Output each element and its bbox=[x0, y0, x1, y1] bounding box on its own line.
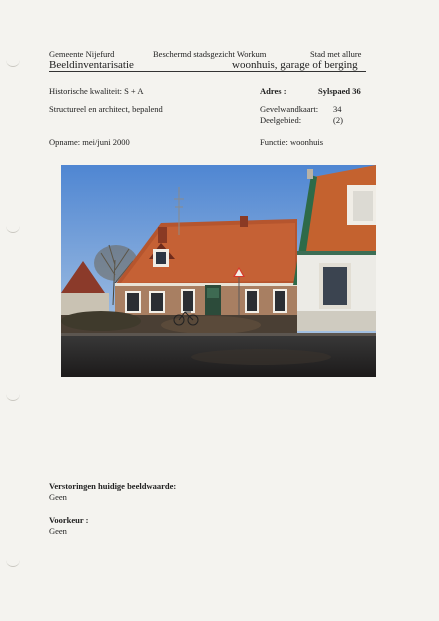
inventory-title: Beeldinventarisatie bbox=[49, 59, 134, 71]
punch-hole-mark bbox=[6, 58, 20, 67]
disturbances-value: Geen bbox=[49, 492, 67, 502]
punch-hole-mark bbox=[6, 224, 20, 233]
subarea-value: (2) bbox=[333, 115, 343, 125]
preference-label: Voorkeur : bbox=[49, 515, 89, 525]
structural-note: Structureel en architect, bepalend bbox=[49, 104, 163, 114]
punch-hole-mark bbox=[6, 558, 20, 567]
disturbances-label: Verstoringen huidige beeldwaarde: bbox=[49, 481, 177, 491]
punch-hole-mark bbox=[6, 392, 20, 401]
header-rule bbox=[49, 71, 366, 72]
facade-map-label: Gevelwandkaart: bbox=[260, 104, 319, 114]
historic-quality: Historische kwaliteit: S + A bbox=[49, 86, 144, 96]
facade-map-value: 34 bbox=[333, 104, 342, 114]
survey-date: Opname: mei/juni 2000 bbox=[49, 137, 130, 147]
building-type: woonhuis, garage of berging bbox=[232, 59, 358, 71]
function: Functie: woonhuis bbox=[260, 137, 324, 147]
subarea-label: Deelgebied: bbox=[260, 115, 302, 125]
preference-value: Geen bbox=[49, 526, 67, 536]
address-label: Adres : bbox=[260, 86, 287, 96]
address-value: Sylspaed 36 bbox=[318, 86, 361, 96]
municipality: Gemeente Nijefurd bbox=[49, 49, 115, 59]
street-facade-photo bbox=[61, 165, 376, 377]
protected-area: Beschermd stadsgezicht Workum bbox=[153, 49, 267, 59]
character: Stad met allure bbox=[310, 49, 362, 59]
